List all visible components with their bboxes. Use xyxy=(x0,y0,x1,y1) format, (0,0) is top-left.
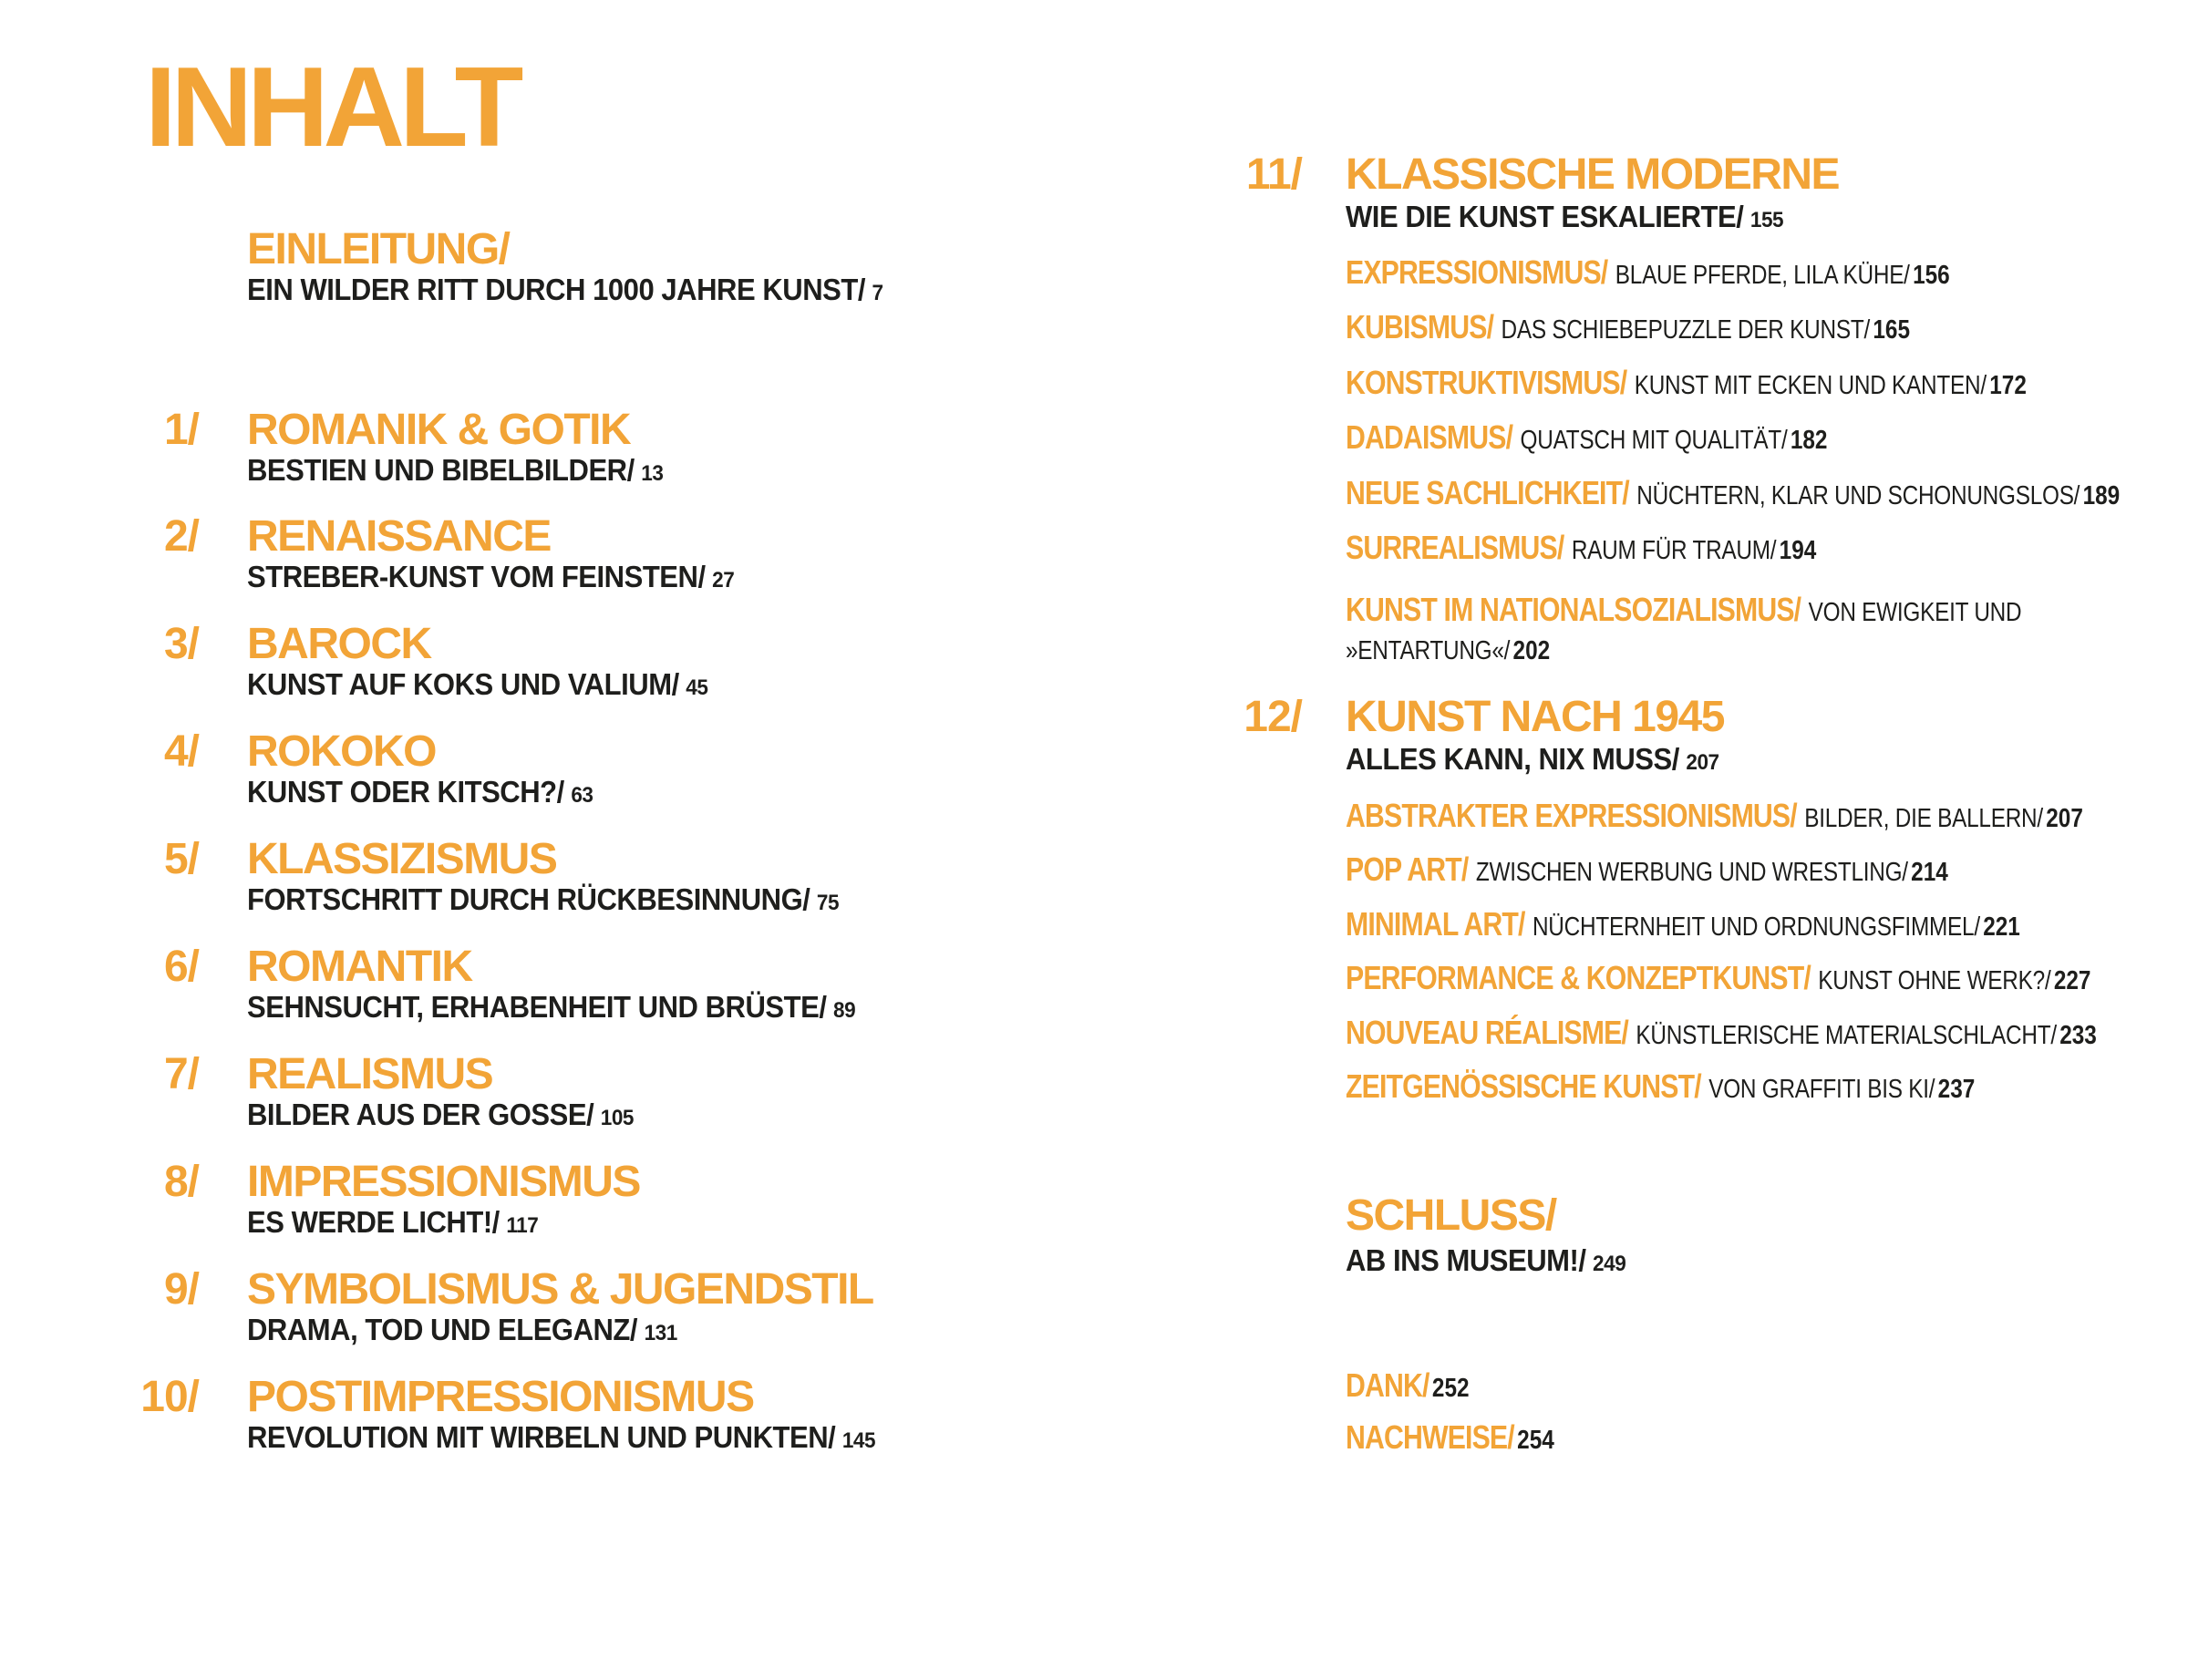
entry-desc: KUNST OHNE WERK?/ xyxy=(1818,966,2051,995)
chapter-title: REALISMUS xyxy=(247,1050,493,1098)
chapter-title: KLASSIZISMUS xyxy=(247,835,557,883)
chapter-subtitle-text: ALLES KANN, NIX MUSS/ xyxy=(1346,742,1679,776)
entry-title: KUBISMUS/ xyxy=(1346,308,1494,345)
entry-title: KONSTRUKTIVISMUS/ xyxy=(1346,364,1627,401)
chapter-subtitle xyxy=(247,1207,616,1237)
entry-desc: NÜCHTERN, KLAR UND SCHONUNGSLOS/ xyxy=(1636,481,2080,510)
chapter-title: KUNST NACH 1945 xyxy=(1346,693,1724,741)
entry-desc: QUATSCH MIT QUALITÄT/ xyxy=(1520,426,1788,455)
chapter-number: 2/ xyxy=(163,512,199,561)
page-title: INHALT xyxy=(145,45,519,170)
closing-section xyxy=(1346,1191,1644,1277)
closing-subtitle-text: AB INS MUSEUM!/ xyxy=(1346,1243,1586,1277)
toc-entry xyxy=(1346,850,1948,888)
chapter-row xyxy=(247,408,690,485)
backmatter-entry xyxy=(1346,1366,1470,1404)
page-number: 105 xyxy=(600,1106,634,1130)
toc-entry xyxy=(1346,418,1828,456)
entry-title: EXPRESSIONISMUS/ xyxy=(1346,253,1608,291)
entry-desc: RAUM FÜR TRAUM/ xyxy=(1571,536,1777,565)
chapter-number: 1/ xyxy=(163,406,199,454)
intro-title: EINLEITUNG/ xyxy=(247,225,510,273)
entry-desc: DAS SCHIEBEPUZZLE DER KUNST/ xyxy=(1501,315,1870,345)
entry-desc: KÜNSTLERISCHE MATERIALSCHLACHT/ xyxy=(1636,1021,2057,1050)
entry-title: DADAISMUS/ xyxy=(1346,418,1513,456)
page-number: 156 xyxy=(1913,261,1950,290)
entry-title: POP ART/ xyxy=(1346,850,1469,888)
chapter-subtitle-text: FORTSCHRITT DURCH RÜCKBESINNUNG/ xyxy=(247,882,810,916)
chapter-title: ROMANTIK xyxy=(247,943,472,991)
entry-title: PERFORMANCE & KONZEPTKUNST/ xyxy=(1346,959,1811,996)
toc-intro xyxy=(247,225,924,306)
toc-entry xyxy=(1346,308,1911,345)
chapter-subtitle xyxy=(247,455,663,485)
chapter-number: 11/ xyxy=(1245,150,1302,199)
chapter-title: POSTIMPRESSIONISMUS xyxy=(247,1373,754,1421)
toc-entry xyxy=(1346,905,2020,943)
chapter-subtitle-text: ES WERDE LICHT!/ xyxy=(247,1205,500,1239)
page-number: 237 xyxy=(1937,1075,1976,1104)
entry-title: SURREALISMUS/ xyxy=(1346,529,1564,566)
chapter-subtitle-text: WIE DIE KUNST ESKALIERTE/ xyxy=(1346,200,1744,233)
page-number: 254 xyxy=(1517,1426,1554,1455)
entry-title: NACHWEISE/ xyxy=(1346,1418,1514,1456)
page-number: 207 xyxy=(1686,750,1719,775)
toc-entry xyxy=(1346,366,2027,399)
page-number: 194 xyxy=(1779,536,1817,565)
chapter-row xyxy=(247,512,765,593)
entry-title: KUNST IM NATIONALSOZIALISMUS/ xyxy=(1346,591,1801,628)
chapter-subtitle-text: KUNST AUF KOKS UND VALIUM/ xyxy=(247,667,679,701)
page-number: 249 xyxy=(1593,1252,1626,1276)
chapter-subtitle-text: DRAMA, TOD UND ELEGANZ/ xyxy=(247,1313,638,1346)
page-number: 221 xyxy=(1983,912,2020,942)
page-number: 207 xyxy=(2046,804,2083,833)
chapter-subtitle-text: STREBER-KUNST VOM FEINSTEN/ xyxy=(247,560,706,593)
page-number: 27 xyxy=(712,568,735,593)
chapter-subtitle xyxy=(247,992,855,1022)
chapter-number: 10/ xyxy=(140,1373,199,1421)
chapter-row xyxy=(1346,150,1840,233)
entry-title: ABSTRAKTER EXPRESSIONISMUS/ xyxy=(1346,797,1797,834)
chapter-subtitle xyxy=(1346,744,1719,774)
chapter-number: 9/ xyxy=(163,1265,199,1314)
chapter-number: 4/ xyxy=(163,727,199,776)
chapter-title: IMPRESSIONISMUS xyxy=(247,1158,640,1206)
entry-desc: BILDER, DIE BALLERN/ xyxy=(1804,804,2043,833)
page-number: 233 xyxy=(2059,1021,2097,1050)
page-number: 89 xyxy=(833,998,856,1023)
page-number: 227 xyxy=(2053,966,2091,995)
chapter-row xyxy=(247,1160,640,1237)
entry-desc: BLAUE PFERDE, LILA KÜHE/ xyxy=(1615,261,1910,290)
chapter-row xyxy=(247,835,877,916)
page-number: 63 xyxy=(571,783,593,808)
page-number: 117 xyxy=(506,1213,539,1238)
page-number: 214 xyxy=(1911,858,1948,887)
chapter-subtitle xyxy=(1346,201,1810,232)
chapter-number: 7/ xyxy=(163,1050,199,1098)
page-number: 202 xyxy=(1512,636,1551,665)
chapter-subtitle-text: SEHNSUCHT, ERHABENHEIT UND BRÜSTE/ xyxy=(247,990,827,1024)
chapter-number: 8/ xyxy=(163,1158,199,1206)
chapter-subtitle xyxy=(247,884,839,914)
page-number: 131 xyxy=(644,1321,677,1345)
entry-desc: NÜCHTERNHEIT UND ORDNUNGSFIMMEL/ xyxy=(1532,912,1980,942)
entry-desc: KUNST MIT ECKEN UND KANTEN/ xyxy=(1634,371,1987,400)
toc-entry xyxy=(1346,593,2021,665)
chapter-subtitle-text: BILDER AUS DER GOSSE/ xyxy=(247,1098,594,1131)
page-number: 182 xyxy=(1790,426,1828,455)
chapter-subtitle xyxy=(247,1314,836,1345)
intro-page-number: 7 xyxy=(872,281,883,305)
intro-subtitle-text: EIN WILDER RITT DURCH 1000 JAHRE KUNST/ xyxy=(247,273,865,306)
page-number: 13 xyxy=(641,461,664,486)
toc-entry xyxy=(1346,959,2091,996)
chapter-title: KLASSISCHE MODERNE xyxy=(1346,150,1840,199)
page-number: 189 xyxy=(2082,481,2121,510)
chapter-row xyxy=(247,1373,915,1454)
page-number: 252 xyxy=(1431,1374,1470,1403)
chapter-row xyxy=(247,727,615,809)
page-number: 145 xyxy=(841,1428,876,1453)
chapter-subtitle xyxy=(247,562,734,592)
entry-desc: ZWISCHEN WERBUNG UND WRESTLING/ xyxy=(1475,858,1908,887)
entry-title: NOUVEAU RÉALISME/ xyxy=(1346,1014,1628,1051)
chapter-number: 3/ xyxy=(163,620,199,668)
entry-title: MINIMAL ART/ xyxy=(1346,905,1525,943)
page-number: 75 xyxy=(816,891,840,915)
closing-title: SCHLUSS/ xyxy=(1346,1191,1556,1240)
chapter-row xyxy=(247,1050,658,1131)
chapter-title: BAROCK xyxy=(247,620,431,668)
entry-desc: VON EWIGKEIT UND xyxy=(1808,598,2022,627)
chapter-subtitle-text: BESTIEN UND BIBELBILDER/ xyxy=(247,453,635,487)
page-number: 155 xyxy=(1749,208,1784,232)
chapter-row xyxy=(1346,693,1743,776)
chapter-subtitle-text: REVOLUTION MIT WIRBELN UND PUNKTEN/ xyxy=(247,1420,836,1454)
entry-title: DANK/ xyxy=(1346,1366,1429,1404)
chapter-row xyxy=(247,620,738,701)
toc-entry xyxy=(1346,253,1950,291)
chapter-subtitle xyxy=(247,777,593,807)
chapter-subtitle xyxy=(247,1099,634,1129)
chapter-title: RENAISSANCE xyxy=(247,512,551,561)
toc-entry xyxy=(1346,1067,1976,1105)
backmatter-entry xyxy=(1346,1418,1554,1456)
entry-desc: VON GRAFFITI BIS KI/ xyxy=(1708,1075,1935,1104)
chapter-subtitle-text: KUNST ODER KITSCH?/ xyxy=(247,775,564,809)
entry-desc-continued: »ENTARTUNG«/ xyxy=(1346,636,1511,665)
chapter-row xyxy=(247,945,894,1022)
page-number: 165 xyxy=(1873,315,1911,345)
chapter-number: 12/ xyxy=(1244,693,1302,741)
closing-subtitle xyxy=(1346,1245,1626,1275)
chapter-number: 6/ xyxy=(163,943,199,991)
chapter-row xyxy=(247,1265,873,1346)
entry-title: ZEITGENÖSSISCHE KUNST/ xyxy=(1346,1067,1701,1105)
page-number: 45 xyxy=(686,675,708,700)
toc-entry xyxy=(1346,799,2083,832)
page-number: 172 xyxy=(1989,371,2027,400)
chapter-title: ROMANIK & GOTIK xyxy=(247,406,631,454)
chapter-subtitle xyxy=(247,1422,875,1452)
entry-title: NEUE SACHLICHKEIT/ xyxy=(1346,474,1629,511)
toc-entry xyxy=(1346,531,1816,564)
chapter-title: ROKOKO xyxy=(247,727,436,776)
chapter-number: 5/ xyxy=(163,835,199,883)
chapter-subtitle xyxy=(247,669,707,699)
toc-entry xyxy=(1346,1016,2097,1049)
intro-subtitle xyxy=(247,274,883,304)
chapter-title: SYMBOLISMUS & JUGENDSTIL xyxy=(247,1265,873,1314)
toc-entry xyxy=(1346,474,2121,511)
